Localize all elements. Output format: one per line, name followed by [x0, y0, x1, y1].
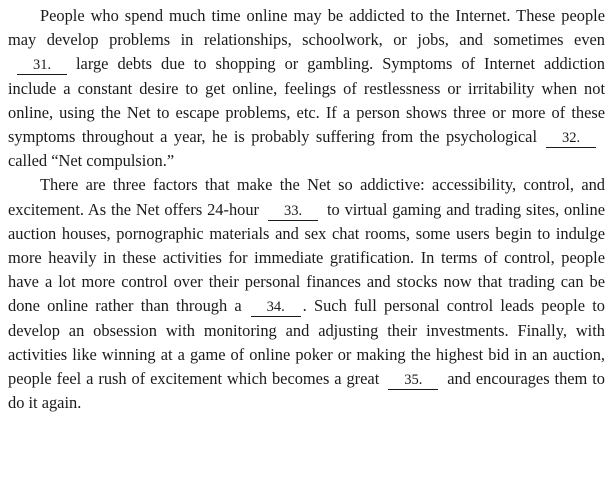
passage-text: called “Net compulsion.” [8, 151, 175, 171]
passage-text: There are three factors that make the Net so addictive: accessibility, control, and excitement. As the Net offers 24-hour [8, 175, 605, 219]
paragraph-1 [8, 4, 605, 173]
paragraph-2 [8, 173, 605, 415]
blank-32[interactable]: 32. [546, 130, 596, 148]
blank-34[interactable]: 34. [251, 299, 301, 317]
blank-31[interactable]: 31. [17, 57, 67, 75]
passage-text: People who spend much time online may be addicted to the Internet. These people may develop problems in relationships, schoolwork, or jobs, and sometimes even [8, 6, 605, 50]
passage-text: . Such full personal control leads people to develop an obsession with monitoring and adjusting their investments. Finally, with activities like winning at a game of online poker or making the highest bid in an auction, people feel a rush of excitement which becomes a great [8, 296, 605, 389]
blank-35[interactable]: 35. [388, 372, 438, 390]
passage-text: large debts due to shopping or gambling. Symptoms of Internet addiction include a constant desire to get online, feelings of restlessness or irritability when not online, using the Net to escape problems, etc. If a person shows three or more of these symptoms throughout a year, he is probably suffering from the psychological [8, 54, 605, 147]
passage-text: to virtual gaming and trading sites, online auction houses, pornographic materials and sex chat rooms, some users begin to indulge more heavily in these activities for immediate gratification. In terms of control, people have a lot more control over their personal finances and stocks now that trading can be done online rather than through a [8, 199, 605, 316]
passage-text: and encourages them to do it again. [8, 369, 605, 413]
blank-33[interactable]: 33. [268, 203, 318, 221]
